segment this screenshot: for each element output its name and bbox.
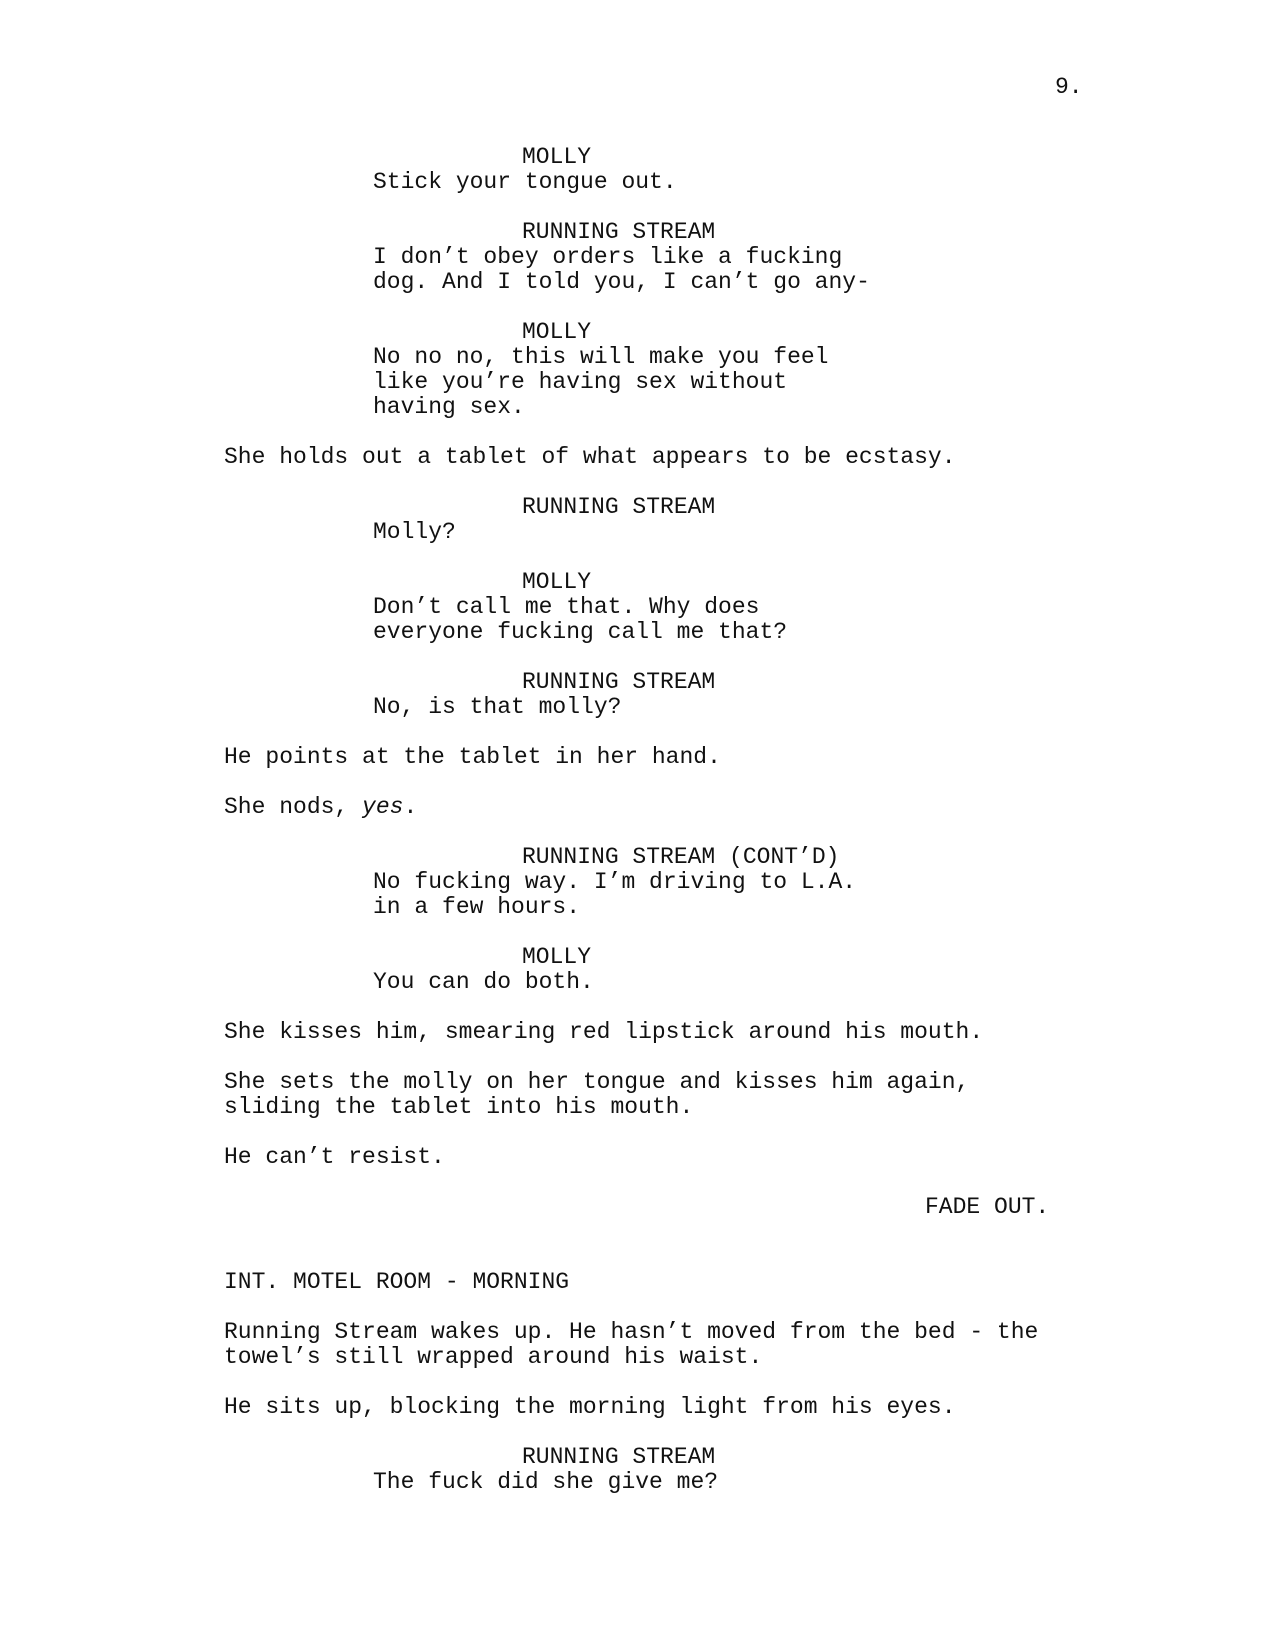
dialogue-line: like you’re having sex without xyxy=(373,369,788,395)
transition: FADE OUT. xyxy=(925,1194,1050,1220)
action-line: He sits up, blocking the morning light from his eyes. xyxy=(224,1394,956,1420)
dialogue-line: everyone fucking call me that? xyxy=(373,619,788,645)
character-name-running-stream: RUNNING STREAM xyxy=(522,219,716,245)
character-name-running-stream: RUNNING STREAM xyxy=(522,669,716,695)
dialogue-line: Stick your tongue out. xyxy=(373,169,677,195)
action-text: She nods, xyxy=(224,794,363,820)
character-name-molly: MOLLY xyxy=(522,569,592,595)
dialogue-line: No fucking way. I’m driving to L.A. xyxy=(373,869,857,895)
action-line xyxy=(224,795,417,820)
dialogue-line: No no no, this will make you feel xyxy=(373,344,829,370)
character-name-running-stream: RUNNING STREAM xyxy=(522,1444,716,1470)
action-line: He can’t resist. xyxy=(224,1144,445,1170)
action-line: He points at the tablet in her hand. xyxy=(224,744,721,770)
action-line: sliding the tablet into his mouth. xyxy=(224,1094,694,1120)
dialogue-line: having sex. xyxy=(373,394,525,420)
character-name-molly: MOLLY xyxy=(522,319,592,345)
dialogue-line: The fuck did she give me? xyxy=(373,1469,719,1495)
dialogue-line: dog. And I told you, I can’t go any- xyxy=(373,269,870,295)
dialogue-line: Molly? xyxy=(373,519,456,545)
dialogue-line: I don’t obey orders like a fucking xyxy=(373,244,843,270)
dialogue-line: You can do both. xyxy=(373,969,594,995)
emphasis-text: yes xyxy=(362,794,404,820)
action-text: . xyxy=(403,794,418,820)
action-line: She holds out a tablet of what appears to be ecstasy. xyxy=(224,444,956,470)
character-name-molly: MOLLY xyxy=(522,144,592,170)
character-name-running-stream: RUNNING STREAM xyxy=(522,494,716,520)
character-name-running-stream-contd: RUNNING STREAM (CONT’D) xyxy=(522,844,840,870)
action-line: towel’s still wrapped around his waist. xyxy=(224,1344,763,1370)
action-line: Running Stream wakes up. He hasn’t moved from the bed - the xyxy=(224,1319,1039,1345)
action-line: She sets the molly on her tongue and kisses him again, xyxy=(224,1069,970,1095)
dialogue-line: Don’t call me that. Why does xyxy=(373,594,760,620)
scene-heading: INT. MOTEL ROOM - MORNING xyxy=(224,1269,570,1295)
dialogue-line: No, is that molly? xyxy=(373,694,622,720)
character-name-molly: MOLLY xyxy=(522,944,592,970)
dialogue-line: in a few hours. xyxy=(373,894,581,920)
page-number: 9. xyxy=(1055,74,1083,100)
action-line: She kisses him, smearing red lipstick around his mouth. xyxy=(224,1019,984,1045)
